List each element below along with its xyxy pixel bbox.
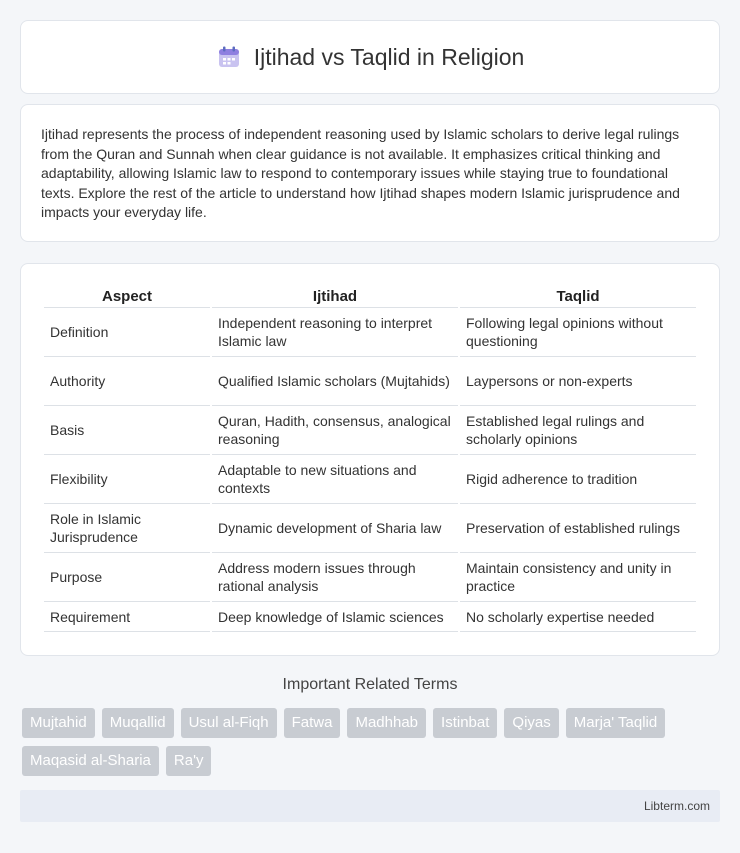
table-cell: Quran, Hadith, consensus, analogical reasoning bbox=[212, 406, 458, 455]
table-cell: Role in Islamic Jurisprudence bbox=[44, 504, 210, 553]
comparison-card bbox=[20, 263, 720, 656]
table-cell: Adaptable to new situations and contexts bbox=[212, 455, 458, 504]
table-cell: No scholarly expertise needed bbox=[460, 602, 696, 632]
table-header-row bbox=[44, 284, 696, 308]
tag-maqasid-al-sharia[interactable]: Maqasid al-Sharia bbox=[22, 746, 159, 776]
tag-mujtahid[interactable]: Mujtahid bbox=[22, 708, 95, 738]
table-cell: Established legal rulings and scholarly opinions bbox=[460, 406, 696, 455]
header-taqlid: Taqlid bbox=[460, 284, 696, 308]
tag-madhhab[interactable]: Madhhab bbox=[347, 708, 426, 738]
table-cell: Purpose bbox=[44, 553, 210, 602]
tag-marja-taqlid[interactable]: Marja' Taqlid bbox=[566, 708, 665, 738]
table-row bbox=[44, 357, 696, 406]
footer-site-link[interactable]: Libterm.com bbox=[643, 799, 710, 813]
table-row bbox=[44, 406, 696, 455]
tag-ray[interactable]: Ra'y bbox=[166, 746, 212, 776]
comparison-table bbox=[42, 284, 698, 632]
table-cell: Independent reasoning to interpret Islamic law bbox=[212, 308, 458, 357]
table-cell: Following legal opinions without questioning bbox=[460, 308, 696, 357]
tag-istinbat[interactable]: Istinbat bbox=[433, 708, 497, 738]
table-cell: Authority bbox=[44, 357, 210, 406]
table-row bbox=[44, 504, 696, 553]
intro-text: Ijtihad represents the process of independent reasoning used by Islamic scholars to derive legal rulings from the Quran and Sunnah when clear guidance is not available. It emphasizes critical thinking and adaptability, allowing Islamic law to respond to contemporary issues while staying true to foundational texts. Explore the rest of the article to understand how Ijtihad shapes modern Islamic jurisprudence and impacts your everyday life. bbox=[41, 126, 680, 220]
title-card bbox=[20, 20, 720, 94]
tag-qiyas[interactable]: Qiyas bbox=[504, 708, 558, 738]
table-cell: Flexibility bbox=[44, 455, 210, 504]
tag-fatwa[interactable]: Fatwa bbox=[284, 708, 341, 738]
tag-usul-al-fiqh[interactable]: Usul al-Fiqh bbox=[181, 708, 277, 738]
table-cell: Requirement bbox=[44, 602, 210, 632]
related-terms-title: Important Related Terms bbox=[282, 676, 458, 693]
table-cell: Definition bbox=[44, 308, 210, 357]
table-row bbox=[44, 602, 696, 632]
table-cell: Deep knowledge of Islamic sciences bbox=[212, 602, 458, 632]
table-cell: Rigid adherence to tradition bbox=[460, 455, 696, 504]
table-cell: Dynamic development of Sharia law bbox=[212, 504, 458, 553]
intro-card bbox=[20, 104, 720, 242]
table-cell: Laypersons or non-experts bbox=[460, 357, 696, 406]
header-aspect: Aspect bbox=[44, 284, 210, 308]
related-terms-list bbox=[22, 708, 722, 784]
table-cell: Basis bbox=[44, 406, 210, 455]
table-row bbox=[44, 455, 696, 504]
footer bbox=[20, 790, 720, 822]
calendar-icon bbox=[216, 44, 242, 70]
table-row bbox=[44, 553, 696, 602]
table-cell: Preservation of established rulings bbox=[460, 504, 696, 553]
table-cell: Maintain consistency and unity in practice bbox=[460, 553, 696, 602]
tag-muqallid[interactable]: Muqallid bbox=[102, 708, 174, 738]
table-row bbox=[44, 308, 696, 357]
page-title: Ijtihad vs Taqlid in Religion bbox=[253, 43, 525, 70]
header-ijtihad: Ijtihad bbox=[212, 284, 458, 308]
table-cell: Address modern issues through rational analysis bbox=[212, 553, 458, 602]
table-cell: Qualified Islamic scholars (Mujtahids) bbox=[212, 357, 458, 406]
